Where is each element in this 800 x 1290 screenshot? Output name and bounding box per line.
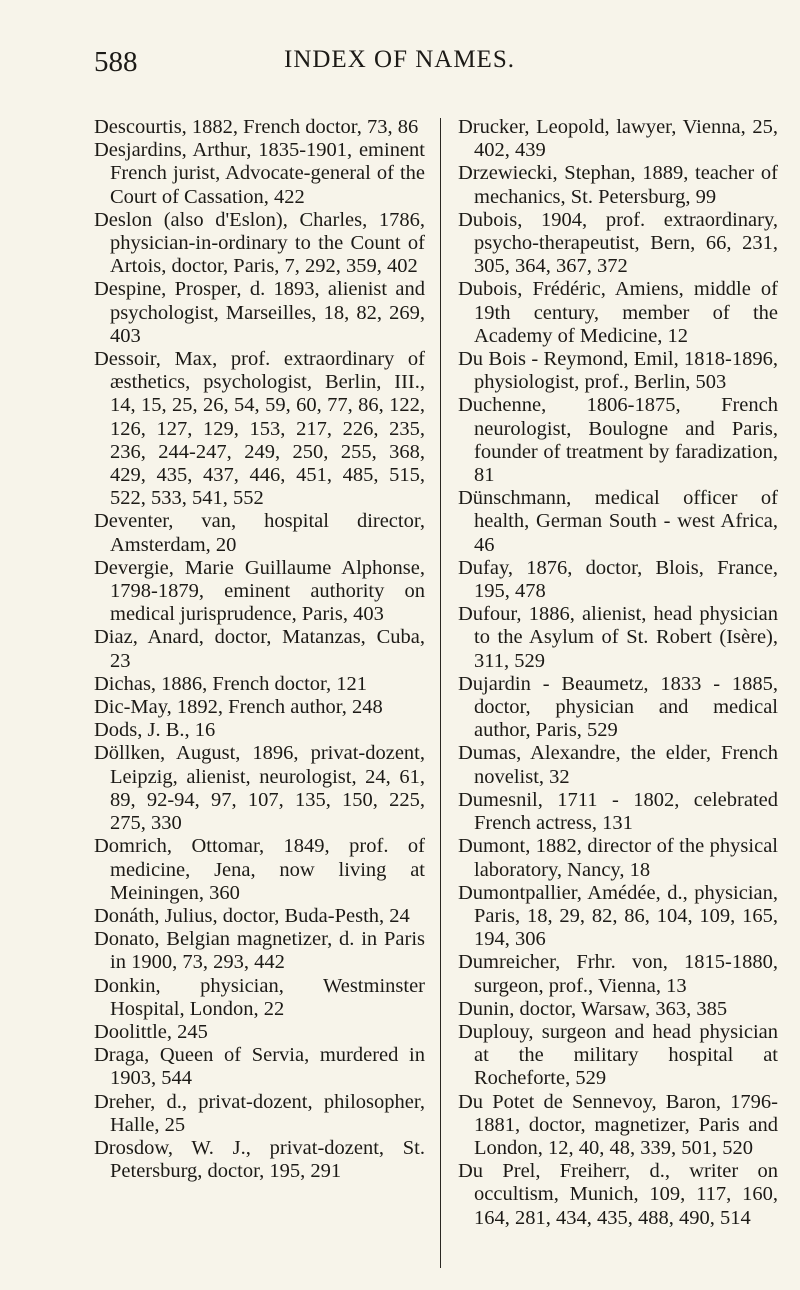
index-entry: Diaz, Anard, doctor, Matanzas, Cuba, 23 — [94, 626, 425, 672]
index-entry: Dreher, d., privat-dozent, philosopher, Halle, 25 — [94, 1090, 425, 1136]
index-entry: Döllken, August, 1896, privat-dozent, Leipzig, alienist, neurologist, 24, 61, 89, 92-94, 97, 107, 135, 150, 225, 275, 330 — [94, 742, 425, 835]
index-entry: Drucker, Leopold, lawyer, Vienna, 25, 402, 439 — [458, 116, 778, 162]
index-entry: Dichas, 1886, French doctor, 121 — [94, 672, 368, 695]
page-number: 588 — [94, 46, 138, 78]
page-header — [94, 46, 740, 86]
index-entry: Devergie, Marie Guillaume Alphonse, 1798-1879, eminent authority on medical jurisprudence, Paris, 403 — [94, 556, 425, 626]
index-entry: Dumas, Alexandre, the elder, French novelist, 32 — [458, 742, 778, 788]
index-entry: Dumont, 1882, director of the physical laboratory, Nancy, 18 — [458, 835, 778, 881]
index-entry: Despine, Prosper, d. 1893, alienist and psychologist, Marseilles, 18, 82, 269, 403 — [94, 278, 425, 347]
index-entry: Desjardins, Arthur, 1835-1901, eminent French jurist, Advocate-general of the Court of Cassation, 422 — [94, 139, 425, 208]
index-entry: Dods, J. B., 16 — [94, 719, 216, 742]
index-entry: Dumesnil, 1711 - 1802, celebrated French actress, 131 — [458, 788, 778, 835]
index-entry: Dufay, 1876, doctor, Blois, France, 195, 478 — [458, 556, 778, 603]
right-column — [458, 116, 778, 1230]
index-entry: Duplouy, surgeon and head physician at the military hospital at Rocheforte, 529 — [458, 1020, 778, 1090]
index-entry: Dessoir, Max, prof. extraordinary of æsthetics, psychologist, Berlin, III., 14, 15, 25, 26, 54, 59, 60, 77, 86, 122, 126, 127, 129, 153, 217, 226, 235, 236, 244-247, 249, 250, 255, 368, 429, 435, 437, 446, 451, 485, 515, 522, 533, 541, 552 — [94, 348, 425, 510]
index-entry: Deslon (also d'Eslon), Charles, 1786, physician-in-ordinary to the Count of Artois, doctor, Paris, 7, 292, 359, 402 — [94, 208, 425, 278]
left-column — [94, 116, 425, 1183]
index-entry: Dunin, doctor, Warsaw, 363, 385 — [458, 997, 728, 1020]
index-entry: Doolittle, 245 — [94, 1020, 208, 1043]
index-entry: Donáth, Julius, doctor, Buda-Pesth, 24 — [94, 904, 410, 927]
index-entry: Descourtis, 1882, French doctor, 73, 86 — [94, 116, 419, 138]
index-entry: Dufour, 1886, alienist, head physician to the Asylum of St. Robert (Isère), 311, 529 — [458, 603, 778, 672]
index-entry: Dubois, Frédéric, Amiens, middle of 19th century, member of the Academy of Medicine, 12 — [458, 278, 778, 347]
index-entry: Du Bois - Reymond, Emil, 1818-1896, physiologist, prof., Berlin, 503 — [458, 348, 778, 394]
column-divider — [440, 118, 441, 1268]
index-entry: Duchenne, 1806-1875, French neurologist, Boulogne and Paris, founder of treatment by faradization, 81 — [458, 394, 778, 487]
index-entry: Draga, Queen of Servia, murdered in 1903, 544 — [94, 1044, 425, 1090]
running-head: INDEX OF NAMES. — [284, 46, 515, 73]
index-entry: Donkin, physician, Westminster Hospital, London, 22 — [94, 974, 425, 1020]
index-entry: Du Prel, Freiherr, d., writer on occultism, Munich, 109, 117, 160, 164, 281, 434, 435, 488, 490, 514 — [458, 1160, 778, 1229]
index-entry: Drzewiecki, Stephan, 1889, teacher of mechanics, St. Petersburg, 99 — [458, 162, 778, 208]
index-entry: Donato, Belgian magnetizer, d. in Paris in 1900, 73, 293, 442 — [94, 928, 425, 974]
index-entry: Domrich, Ottomar, 1849, prof. of medicine, Jena, now living at Meiningen, 360 — [94, 835, 425, 904]
index-entry: Dubois, 1904, prof. extraordinary, psycho-therapeutist, Bern, 66, 231, 305, 364, 367, 372 — [458, 208, 778, 278]
index-entry: Dumreicher, Frhr. von, 1815-1880, surgeon, prof., Vienna, 13 — [458, 951, 778, 997]
index-entry: Dujardin - Beaumetz, 1833 - 1885, doctor, physician and medical author, Paris, 529 — [458, 672, 778, 742]
index-entry: Deventer, van, hospital director, Amsterdam, 20 — [94, 510, 425, 556]
index-entry: Dumontpallier, Amédée, d., physician, Paris, 18, 29, 82, 86, 104, 109, 165, 194, 306 — [458, 881, 778, 951]
index-entry: Drosdow, W. J., privat-dozent, St. Petersburg, doctor, 195, 291 — [94, 1136, 425, 1183]
index-entry: Du Potet de Sennevoy, Baron, 1796-1881, doctor, magnetizer, Paris and London, 12, 40, 48, 339, 501, 520 — [458, 1090, 778, 1159]
index-entry: Dünschmann, medical officer of health, German South - west Africa, 46 — [458, 487, 778, 556]
index-entry: Dic-May, 1892, French author, 248 — [94, 696, 383, 719]
